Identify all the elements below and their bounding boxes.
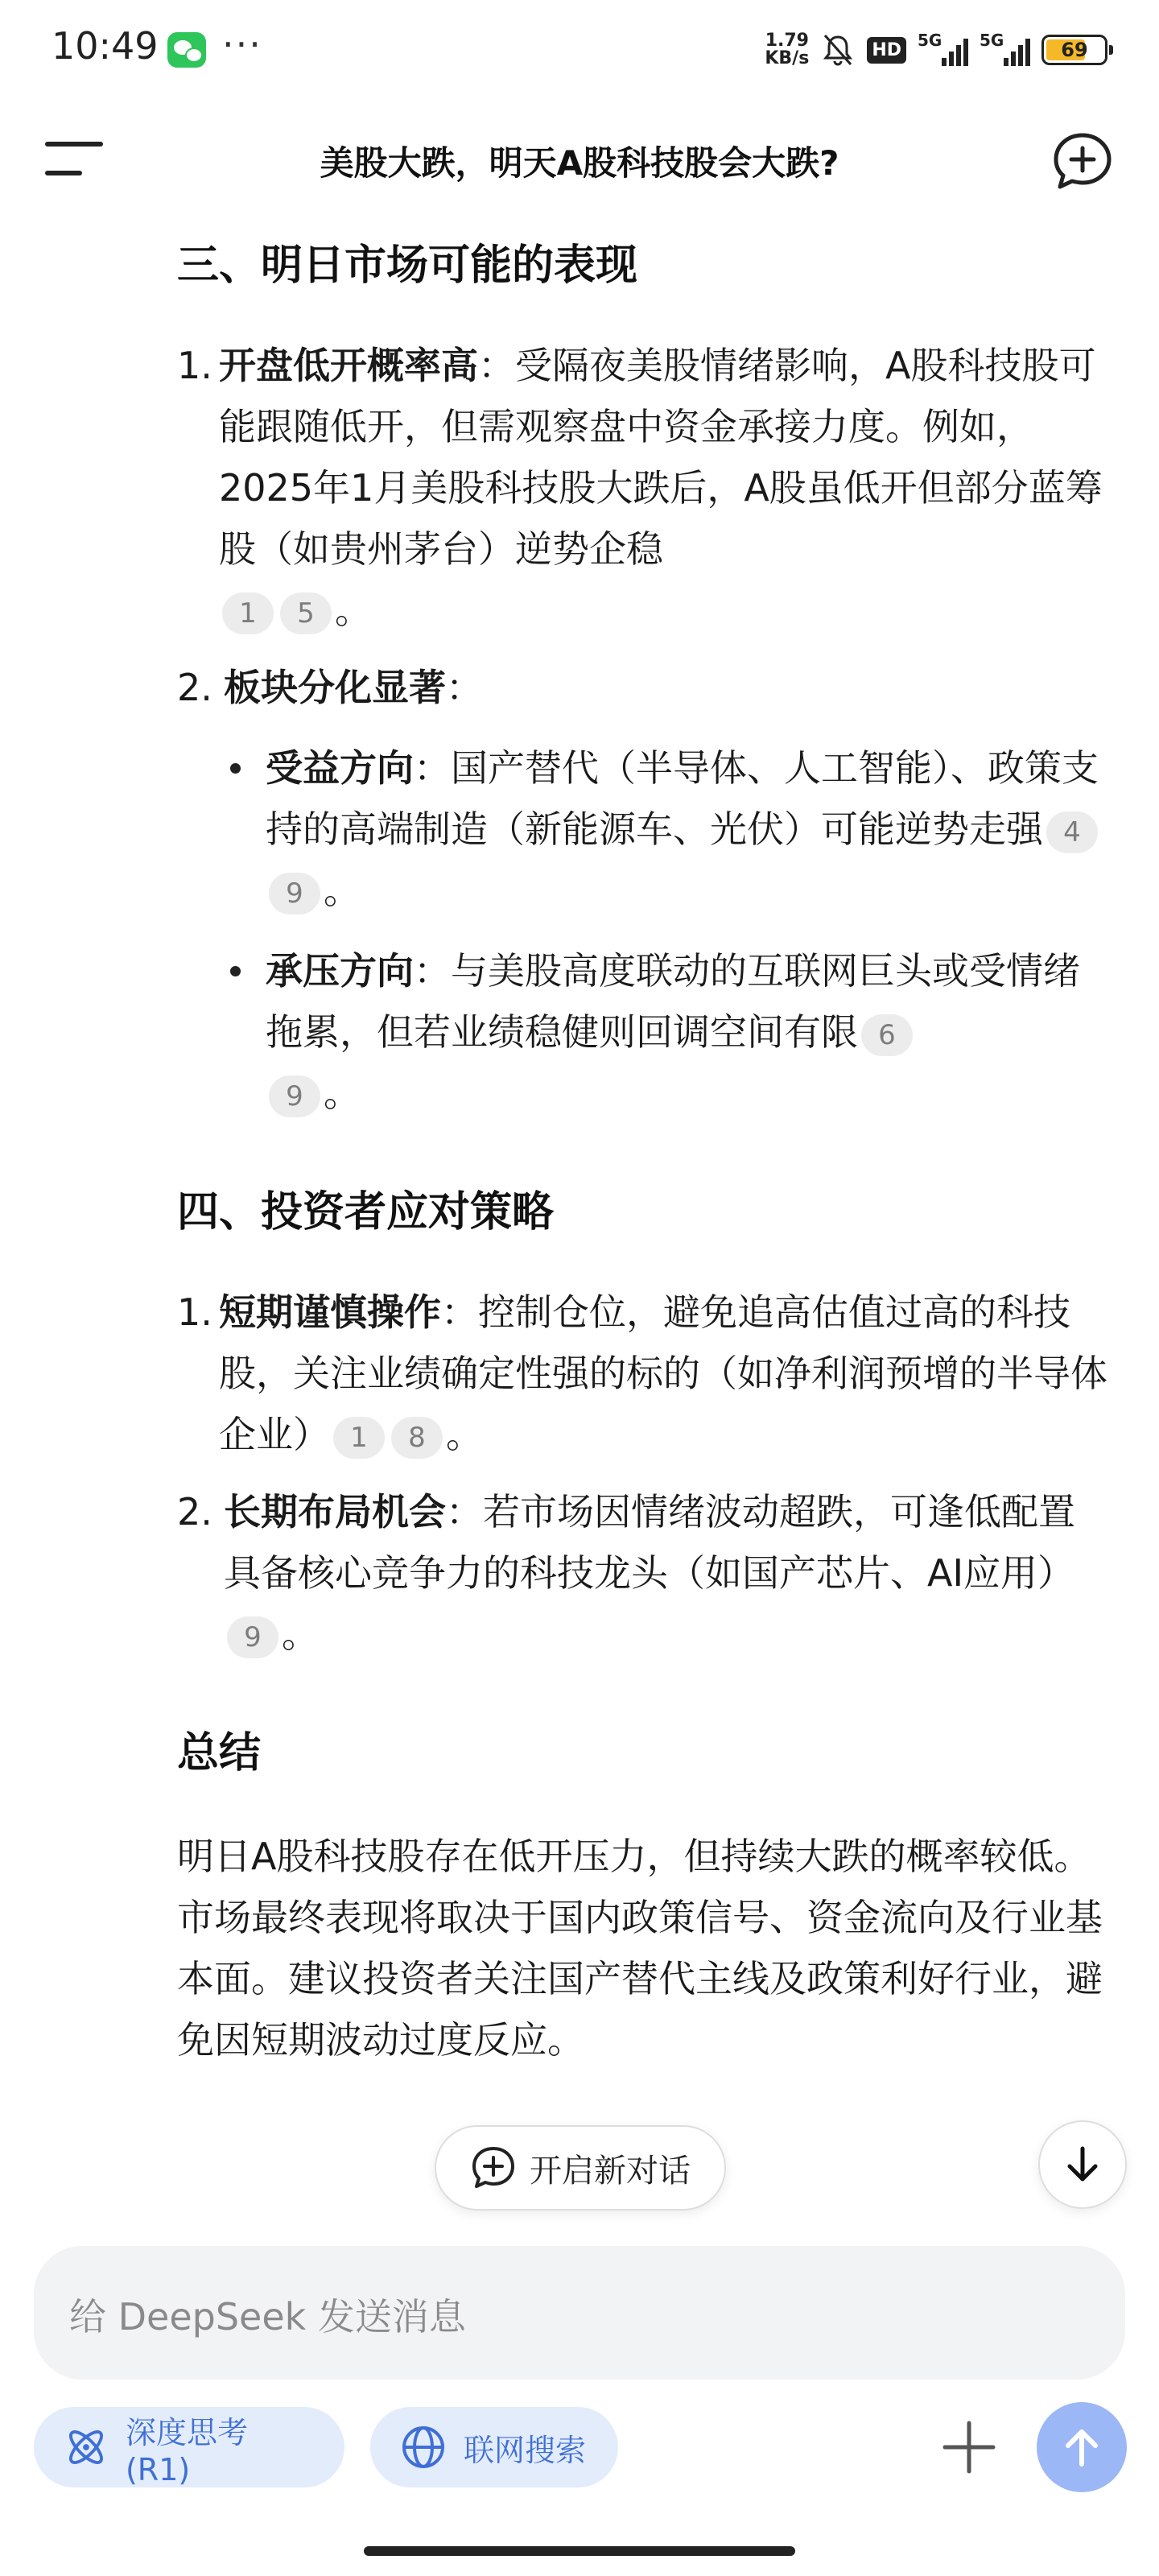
punctuation: 。	[335, 588, 372, 632]
status-bar	[0, 0, 1159, 105]
list-number: 2.	[177, 1490, 212, 1534]
content-fade	[0, 2206, 1159, 2246]
signal-label: 5G	[980, 31, 1004, 50]
section-heading: 总结	[177, 1729, 262, 1777]
list-item	[177, 1481, 1111, 1665]
scroll-to-bottom-button[interactable]	[1038, 2120, 1127, 2209]
deep-think-label: 深度思考 (R1)	[125, 2414, 248, 2487]
bullet-item	[177, 940, 1111, 1124]
signal-icon	[918, 31, 968, 66]
list-item	[177, 657, 1111, 718]
arrow-up-icon	[1058, 2424, 1105, 2471]
citation-badge[interactable]: 4	[1046, 811, 1098, 853]
speed-value: 1.79	[765, 31, 809, 51]
item-title: 短期谨慎操作	[219, 1290, 441, 1334]
item-text: ：控制仓位，避免追高估值过高的科技股，关注业绩确定性强的标的（如净利润预增的半导体企业）	[219, 1290, 1107, 1456]
deep-think-toggle[interactable]	[34, 2407, 344, 2487]
summary-text: 明日A股科技股存在低开压力，但持续大跌的概率较低。市场最终表现将取决于国内政策信号、资金流向及行业基本面。建议投资者关注国产替代主线及政策利好行业，避免因短期波动过度反应。	[177, 1835, 1103, 2062]
message-input[interactable]	[34, 2246, 1125, 2380]
section-heading: 三、明日市场可能的表现	[177, 242, 638, 290]
arrow-down-icon	[1060, 2142, 1105, 2187]
item-title: 承压方向	[266, 949, 414, 993]
atom-icon	[63, 2423, 109, 2471]
item-text: ：	[446, 666, 483, 709]
item-title: 受益方向	[266, 746, 414, 790]
punctuation: 。	[446, 1413, 483, 1456]
list-number: 2.	[177, 666, 212, 709]
new-chat-icon[interactable]	[1051, 130, 1114, 193]
list-number: 1.	[177, 1290, 212, 1334]
item-text: ：国产替代（半导体、人工智能）、政策支持的高端制造（新能源车、光伏）可能逆势走强	[266, 746, 1099, 851]
bell-mute-icon	[820, 32, 856, 68]
network-speed	[765, 32, 809, 68]
new-dialog-label: 开启新对话	[530, 2152, 691, 2190]
section-heading: 四、投资者应对策略	[177, 1188, 555, 1236]
item-text: ：若市场因情绪波动超跌，可逢低配置具备核心竞争力的科技龙头（如国产芯片、AI应用）	[224, 1490, 1075, 1595]
home-indicator[interactable]	[364, 2546, 795, 2556]
list-item	[177, 335, 1111, 641]
item-title: 长期布局机会	[224, 1490, 446, 1534]
globe-icon	[399, 2423, 448, 2471]
signal-icon	[980, 31, 1030, 66]
punctuation: 。	[282, 1612, 319, 1656]
citation-badge[interactable]: 5	[280, 592, 332, 634]
battery-icon	[1041, 35, 1107, 65]
hd-badge: HD	[867, 37, 906, 64]
status-icons	[765, 27, 1107, 72]
bullet-item	[177, 737, 1111, 921]
item-text: ：与美股高度联动的互联网巨头或受情绪拖累，但若业绩稳健则回调空间有限	[266, 949, 1080, 1054]
list-item	[177, 1282, 1111, 1465]
web-search-label: 联网搜索	[464, 2432, 587, 2468]
message-input-placeholder: 给 DeepSeek 发送消息	[69, 2295, 466, 2339]
item-title: 板块分化显著	[224, 666, 446, 709]
list-number: 1.	[177, 344, 212, 387]
signal-label: 5G	[918, 31, 942, 50]
battery-level: 69	[1061, 39, 1088, 61]
new-dialog-button[interactable]	[435, 2125, 726, 2211]
citation-badge[interactable]: 1	[222, 592, 274, 634]
clock: 10:49	[52, 24, 159, 68]
citation-badge[interactable]: 8	[391, 1417, 443, 1459]
speed-unit: KB/s	[765, 48, 810, 68]
new-chat-icon	[470, 2145, 517, 2191]
citation-badge[interactable]: 9	[269, 873, 320, 914]
wechat-icon	[167, 32, 206, 68]
chat-title: 美股大跌，明天A股科技股会大跌?	[320, 143, 839, 183]
citation-badge[interactable]: 9	[227, 1616, 278, 1658]
send-button[interactable]	[1037, 2402, 1127, 2492]
citation-badge[interactable]: 9	[269, 1075, 320, 1117]
punctuation: 。	[324, 869, 361, 912]
citation-badge[interactable]: 1	[333, 1417, 385, 1459]
web-search-toggle[interactable]	[370, 2407, 618, 2487]
assistant-message	[177, 233, 1111, 2070]
item-title: 开盘低开概率高	[219, 344, 478, 387]
item-text: ：受隔夜美股情绪影响，A股科技股可能跟随低开，但需观察盘中资金承接力度。例如，2025年1月美股科技股大跌后，A股虽低开但部分蓝筹股（如贵州茅台）逆势企稳	[219, 344, 1103, 571]
more-notifications-icon: ···	[222, 23, 262, 66]
citation-badge[interactable]: 6	[861, 1014, 913, 1056]
chat-header	[0, 113, 1159, 209]
punctuation: 。	[324, 1071, 361, 1115]
plus-icon[interactable]	[938, 2417, 1000, 2478]
